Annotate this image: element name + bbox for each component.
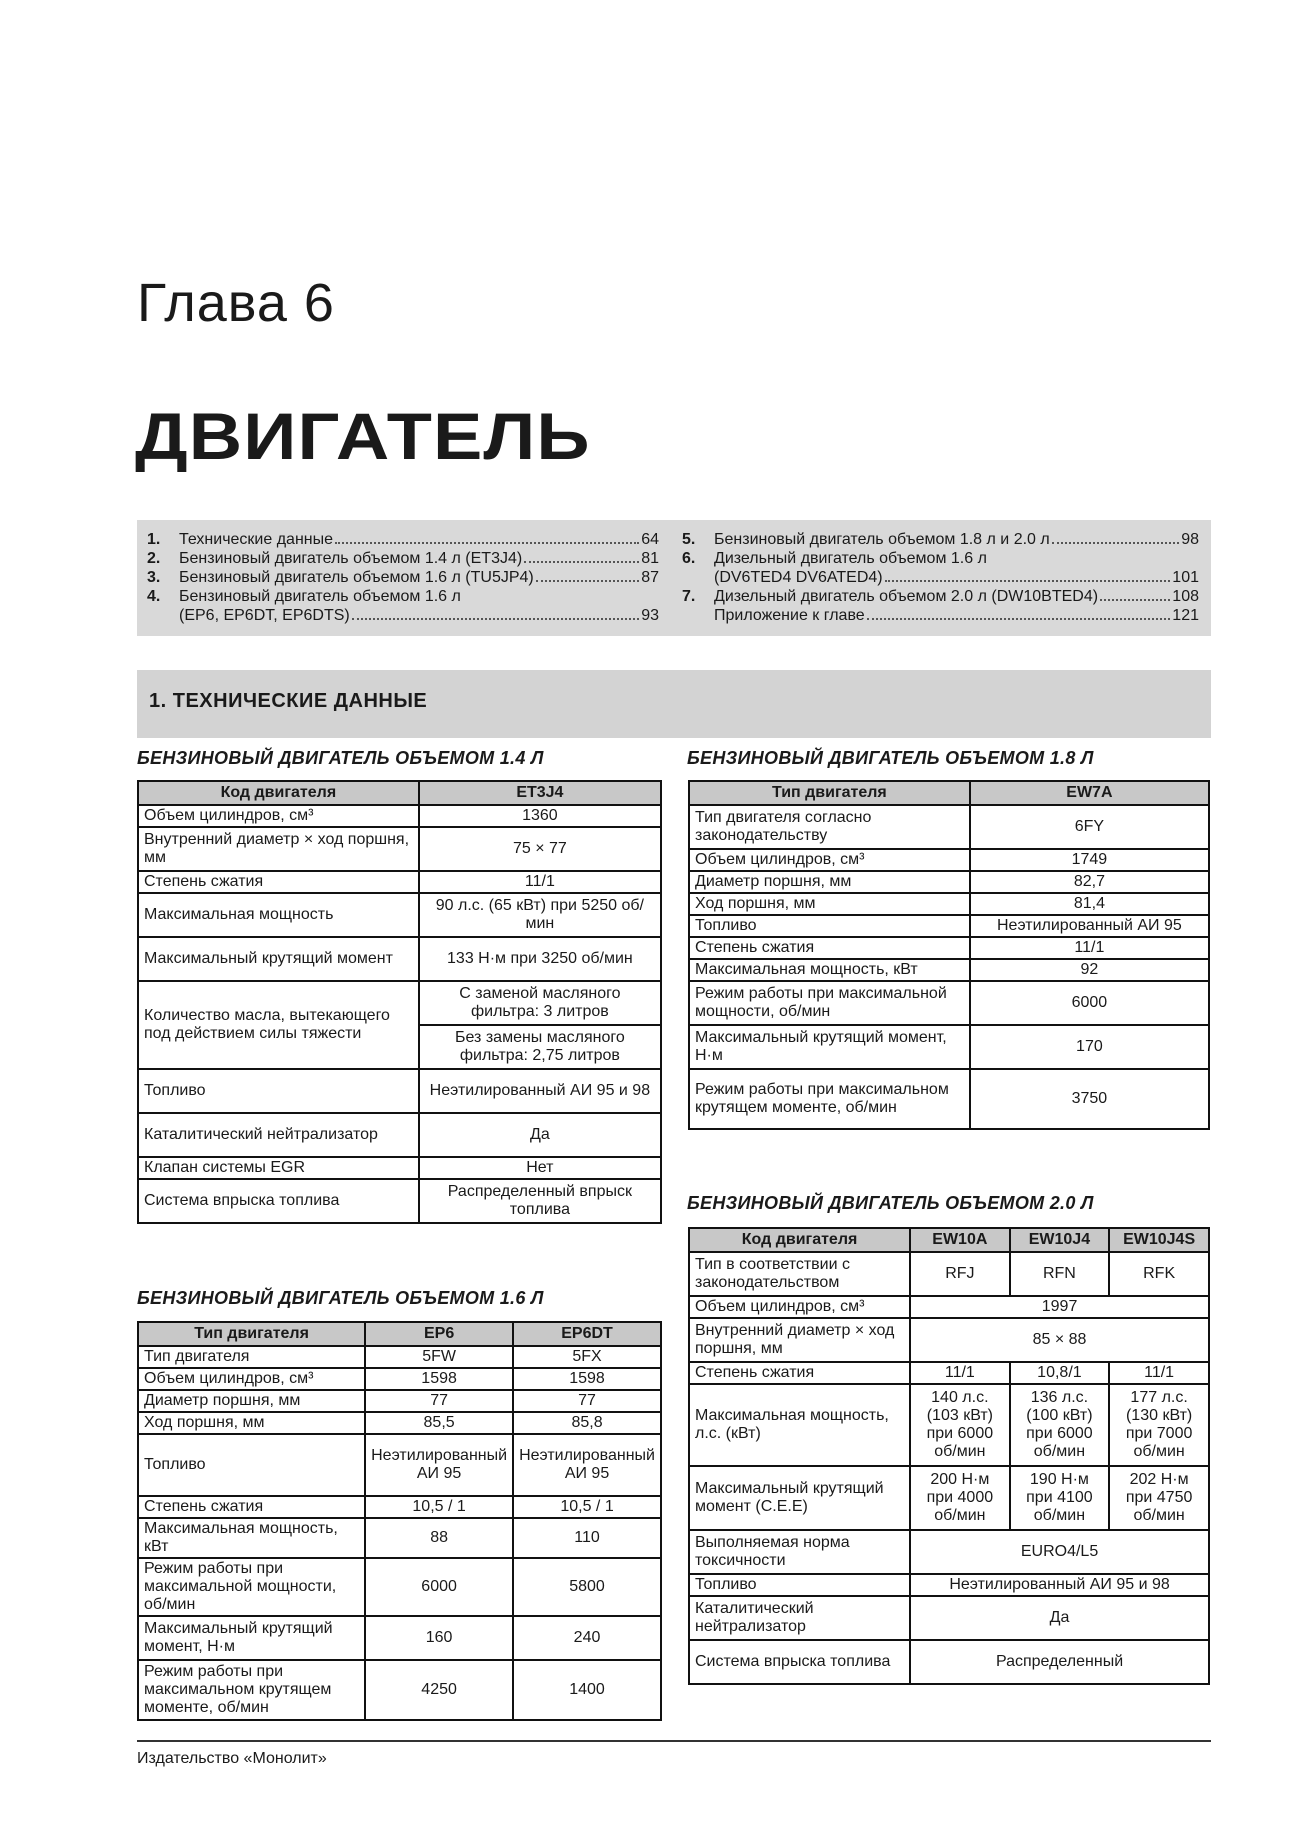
toc-item-page: 81 [641,550,659,567]
table-cell-label: Степень сжатия [138,1496,365,1518]
table-cell-value: RFN [1010,1252,1110,1296]
toc-item-text: Дизельный двигатель объемом 2.0 л (DW10BTED4) [714,588,1099,605]
table-cell-value: 11/1 [1109,1362,1209,1384]
table-cell-value: 85,5 [365,1412,513,1434]
table-cell-label: Степень сжатия [138,871,419,893]
toc-item-page: 98 [1181,531,1199,548]
table-cell-value: Неэтилированный АИ 95 [970,915,1209,937]
table-cell-value: 82,7 [970,871,1209,893]
table-row [689,981,1209,1025]
table-cell-value: 202 Н·м при 4750 об/мин [1109,1466,1209,1530]
table-cell-label: Клапан системы EGR [138,1157,419,1179]
table-cell-value: 177 л.с. (130 кВт) при 7000 об/мин [1109,1384,1209,1466]
table-cell-label: Режим работы при максимальном крутящем моменте, об/мин [689,1069,970,1129]
table-cell-label: Объем цилиндров, см³ [689,1296,910,1318]
table-cell-value: Без замены масляного фильтра: 2,75 литров [419,1025,661,1069]
table-cell-value: 6FY [970,805,1209,849]
table-cell-value: 85,8 [513,1412,661,1434]
table-row [689,1318,1209,1362]
table-cell-value: 10,8/1 [1010,1362,1110,1384]
table-engine-2-0 [688,1227,1210,1685]
toc-item[interactable] [682,606,1199,625]
table-cell-value: 1400 [513,1660,661,1720]
table-cell-value: Неэтилированный АИ 95 и 98 [419,1069,661,1113]
table-cell-value: 200 Н·м при 4000 об/мин [910,1466,1010,1530]
table-cell-label: Режим работы при максимальной мощности, об/мин [689,981,970,1025]
toc-item-number: 4. [147,588,161,605]
table-row [138,1113,661,1157]
table-cell-label: Система впрыска топлива [138,1179,419,1223]
table-cell-value: 1598 [513,1368,661,1390]
table-row [138,1616,661,1660]
table-cell-label: Топливо [689,915,970,937]
table-row [138,1069,661,1113]
table-cell-value: Да [910,1596,1209,1640]
table-row [138,1346,661,1368]
table-cell-label: Объем цилиндров, см³ [138,1368,365,1390]
table-row [689,1596,1209,1640]
table-cell-label: Количество масла, вытекающего под действием силы тяжести [138,981,419,1069]
toc-left-column [147,530,659,625]
table-cell-value: 240 [513,1616,661,1660]
table-header: Код двигателя [138,781,419,805]
table-cell-label: Внутренний диаметр × ход поршня, мм [689,1318,910,1362]
toc-item-number: 7. [682,588,696,605]
toc-item-text: (EP6, EP6DT, EP6DTS) [179,607,350,624]
table-header: Тип двигателя [138,1322,365,1346]
table-cell-value: 110 [513,1518,661,1558]
table-header: EW10J4 [1010,1228,1110,1252]
table-engine-1-6 [137,1321,662,1721]
table-engine-1-4 [137,780,662,1224]
table-cell-value: 11/1 [910,1362,1010,1384]
table-row [689,1296,1209,1318]
toc-item-text: Бензиновый двигатель объемом 1.6 л [179,588,461,605]
table-cell-value: 1749 [970,849,1209,871]
table-cell-value: RFJ [910,1252,1010,1296]
table-cell-value: 90 л.с. (65 кВт) при 5250 об/мин [419,893,661,937]
toc-leader-dots [867,618,1171,620]
table-cell-value: 4250 [365,1660,513,1720]
table-row [138,1179,661,1223]
table-cell-value: 81,4 [970,893,1209,915]
table-cell-value: 6000 [970,981,1209,1025]
table-row [689,849,1209,871]
table-row [689,805,1209,849]
table-cell-value: RFK [1109,1252,1209,1296]
table-row [138,937,661,981]
table-cell-label: Каталитический нейтрализатор [689,1596,910,1640]
table-cell-value: 133 Н·м при 3250 об/мин [419,937,661,981]
table-row [138,981,661,1025]
table-row [689,1025,1209,1069]
table-header: EP6 [365,1322,513,1346]
chapter-label: Глава 6 [137,273,335,333]
toc-leader-dots [536,580,639,582]
toc-leader-dots [335,542,639,544]
toc-item[interactable] [147,587,659,625]
table-cell-label: Ход поршня, мм [689,893,970,915]
table-cell-value: 77 [513,1390,661,1412]
table-cell-value: 190 Н·м при 4100 об/мин [1010,1466,1110,1530]
table-cell-label: Максимальный крутящий момент, Н·м [138,1616,365,1660]
table-row [138,827,661,871]
toc-item-number: 5. [682,531,696,548]
table-cell-value: 1598 [365,1368,513,1390]
table-cell-value: 85 × 88 [910,1318,1209,1362]
table-cell-value: Нет [419,1157,661,1179]
toc-item-page: 108 [1172,588,1199,605]
toc-item[interactable] [147,568,659,587]
table-cell-label: Объем цилиндров, см³ [689,849,970,871]
toc-item-text: Дизельный двигатель объемом 1.6 л [714,550,987,567]
toc-item-page: 121 [1172,607,1199,624]
table-cell-label: Ход поршня, мм [138,1412,365,1434]
table-row [689,871,1209,893]
heading-engine-1-4: БЕНЗИНОВЫЙ ДВИГАТЕЛЬ ОБЪЕМОМ 1.4 Л [137,748,544,768]
table-cell-label: Топливо [138,1069,419,1113]
toc-item-page: 87 [641,569,659,586]
table-cell-label: Максимальный крутящий момент [138,937,419,981]
table-cell-label: Объем цилиндров, см³ [138,805,419,827]
table-cell-label: Максимальный крутящий момент (C.E.E) [689,1466,910,1530]
table-cell-value: 10,5 / 1 [365,1496,513,1518]
table-cell-value: 160 [365,1616,513,1660]
table-cell-value: EURO4/L5 [910,1530,1209,1574]
table-row [689,915,1209,937]
table-row [689,1574,1209,1596]
table-row [138,1412,661,1434]
page-title: ДВИГАТЕЛЬ [135,399,591,473]
toc-item[interactable] [682,530,1199,549]
toc-item[interactable] [682,549,1199,587]
table-cell-label: Выполняемая норма токсичности [689,1530,910,1574]
table-cell-value: 88 [365,1518,513,1558]
table-row [689,937,1209,959]
footer-divider [137,1740,1211,1742]
table-cell-label: Максимальный крутящий момент, Н·м [689,1025,970,1069]
table-cell-value: 170 [970,1025,1209,1069]
heading-engine-1-6: БЕНЗИНОВЫЙ ДВИГАТЕЛЬ ОБЪЕМОМ 1.6 Л [137,1288,544,1308]
table-header: EW10A [910,1228,1010,1252]
toc-item-number: 1. [147,531,161,548]
table-row [138,1390,661,1412]
table-cell-value: Распределенный впрыск топлива [419,1179,661,1223]
table-cell-value: Да [419,1113,661,1157]
footer-publisher: Издательство «Монолит» [137,1750,327,1767]
table-cell-label: Режим работы при максимальном крутящем моменте, об/мин [138,1660,365,1720]
table-cell-value: Неэтилированный АИ 95 и 98 [910,1574,1209,1596]
table-row [689,1466,1209,1530]
toc-right-column [682,530,1199,625]
table-header: Код двигателя [689,1228,910,1252]
table-row [138,1518,661,1558]
table-cell-label: Степень сжатия [689,1362,910,1384]
table-cell-label: Максимальная мощность, кВт [138,1518,365,1558]
table-row [689,893,1209,915]
toc-leader-dots [1052,542,1179,544]
section-title: 1. ТЕХНИЧЕСКИЕ ДАННЫЕ [149,690,428,712]
toc-item-text: Бензиновый двигатель объемом 1.6 л (TU5JP4) [179,569,534,586]
table-cell-value: 136 л.с. (100 кВт) при 6000 об/мин [1010,1384,1110,1466]
toc-item[interactable] [147,530,659,549]
toc-item-text: Бензиновый двигатель объемом 1.4 л (ET3J4) [179,550,523,567]
toc-item-text: Приложение к главе [714,607,865,624]
table-cell-label: Тип в соответствии с законодательством [689,1252,910,1296]
table-row [138,1660,661,1720]
table-row [138,805,661,827]
table-cell-value: 77 [365,1390,513,1412]
table-row [138,1434,661,1496]
table-header: ET3J4 [419,781,661,805]
toc-item-number: 6. [682,550,696,567]
toc-item-page: 93 [641,607,659,624]
table-cell-value: 10,5 / 1 [513,1496,661,1518]
toc-item-page: 101 [1172,569,1199,586]
table-cell-value: 6000 [365,1558,513,1616]
table-cell-value: 140 л.с. (103 кВт) при 6000 об/мин [910,1384,1010,1466]
table-row [689,1530,1209,1574]
table-cell-value: Распределенный [910,1640,1209,1684]
toc-item-page: 64 [641,531,659,548]
table-cell-label: Диаметр поршня, мм [689,871,970,893]
table-header: Тип двигателя [689,781,970,805]
table-cell-label: Тип двигателя согласно законодательству [689,805,970,849]
table-row [689,1384,1209,1466]
heading-engine-2-0: БЕНЗИНОВЫЙ ДВИГАТЕЛЬ ОБЪЕМОМ 2.0 Л [687,1193,1094,1213]
table-cell-value: 5FW [365,1346,513,1368]
toc-item-text: Бензиновый двигатель объемом 1.8 л и 2.0 л [714,531,1050,548]
table-row [138,893,661,937]
table-header: EW7A [970,781,1209,805]
toc-item-number: 2. [147,550,161,567]
table-cell-value: Неэтилированный АИ 95 [365,1434,513,1496]
table-row [138,1558,661,1616]
table-cell-label: Максимальная мощность, кВт [689,959,970,981]
heading-engine-1-8: БЕНЗИНОВЫЙ ДВИГАТЕЛЬ ОБЪЕМОМ 1.8 Л [687,748,1094,768]
table-header: EW10J4S [1109,1228,1209,1252]
table-cell-value: 92 [970,959,1209,981]
table-cell-label: Топливо [689,1574,910,1596]
table-engine-1-8 [688,780,1210,1130]
table-row [138,1496,661,1518]
table-row [689,959,1209,981]
table-cell-value: 75 × 77 [419,827,661,871]
table-cell-label: Топливо [138,1434,365,1496]
table-cell-value: 5800 [513,1558,661,1616]
table-cell-label: Максимальная мощность, л.с. (кВт) [689,1384,910,1466]
toc-item[interactable] [682,587,1199,606]
table-row [138,1157,661,1179]
table-cell-value: 1360 [419,805,661,827]
table-row [689,1362,1209,1384]
toc-item-number [682,606,714,625]
table-cell-label: Система впрыска топлива [689,1640,910,1684]
table-cell-label: Режим работы при максимальной мощности, об/мин [138,1558,365,1616]
toc-leader-dots [885,580,1171,582]
table-row [138,1368,661,1390]
table-cell-label: Степень сжатия [689,937,970,959]
table-of-contents [137,520,1211,636]
table-cell-value: С заменой масляного фильтра: 3 литров [419,981,661,1025]
table-cell-value: 1997 [910,1296,1209,1318]
table-row [689,1640,1209,1684]
table-header: EP6DT [513,1322,661,1346]
section-header [137,670,1211,738]
table-cell-value: 5FX [513,1346,661,1368]
toc-item-number: 3. [147,569,161,586]
toc-item-text: (DV6TED4 DV6ATED4) [714,569,883,586]
table-cell-value: 3750 [970,1069,1209,1129]
table-cell-label: Внутренний диаметр × ход поршня, мм [138,827,419,871]
table-cell-label: Максимальная мощность [138,893,419,937]
toc-item-text: Технические данные [179,531,334,548]
table-row [689,1069,1209,1129]
toc-leader-dots [1100,599,1170,601]
toc-item[interactable] [147,549,659,568]
table-row [138,871,661,893]
table-cell-label: Каталитический нейтрализатор [138,1113,419,1157]
table-row [689,1252,1209,1296]
table-cell-label: Тип двигателя [138,1346,365,1368]
table-cell-value: 11/1 [970,937,1209,959]
toc-leader-dots [524,561,639,563]
table-cell-value: Неэтилированный АИ 95 [513,1434,661,1496]
table-cell-label: Диаметр поршня, мм [138,1390,365,1412]
table-cell-value: 11/1 [419,871,661,893]
toc-leader-dots [352,618,639,620]
